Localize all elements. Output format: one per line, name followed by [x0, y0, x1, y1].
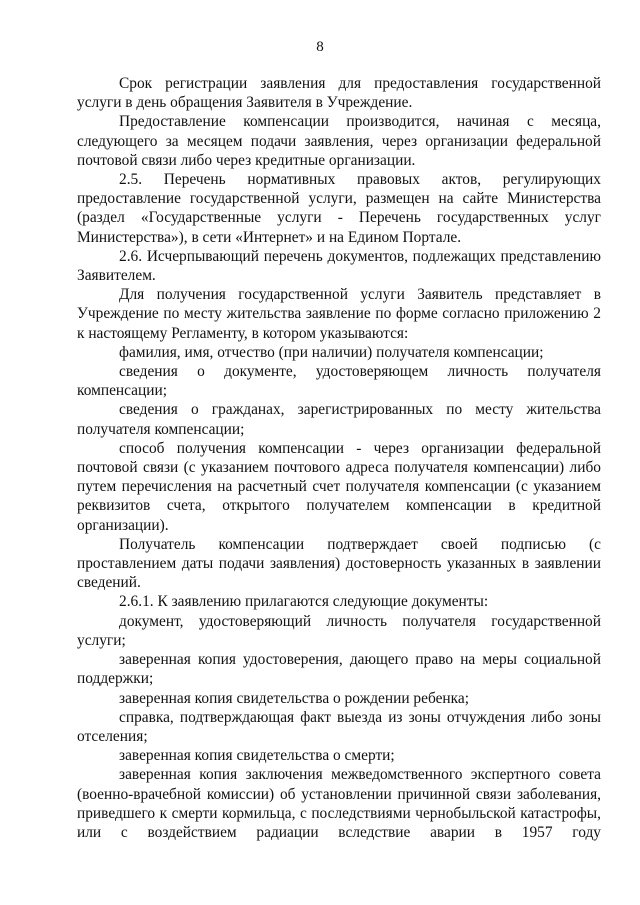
paragraph-application-submission: Для получения государственной услуги Заявитель представляет в Учреждение по месту жительства заявление по форме согласно приложению 2 к настоящему Регламенту, в котором указываются:	[77, 286, 601, 342]
page-number: 8	[316, 39, 324, 55]
list-item-birth-certificate: заверенная копия свидетельства о рождении ребенка;	[119, 689, 469, 707]
list-item-registered-citizens: сведения о гражданах, зарегистрированных по месту жительства получателя компенсации;	[77, 401, 601, 438]
list-item-identity-document: сведения о документе, удостоверяющем личность получателя компенсации;	[77, 363, 601, 400]
list-item-departure-certificate: справка, подтверждающая факт выезда из зоны отчуждения либо зоны отселения;	[77, 708, 601, 745]
paragraph-2-6-documents-list: 2.6. Исчерпывающий перечень документов, подлежащих представлению Заявителем.	[77, 247, 601, 285]
list-item-payment-method: способ получения компенсации - через организации федеральной почтовой связи (с указанием почтового адреса получателя компенсации) либо путем перечисления на расчетный счет получателя компенсации (с указанием реквизитов счета, открытого получателем компенсации в кредитной организации).	[77, 439, 601, 534]
list-item-full-name: фамилия, имя, отчество (при наличии) получателя компенсации;	[119, 343, 544, 361]
document-body	[77, 74, 601, 842]
paragraph-2-6-1-attached-documents: 2.6.1. К заявлению прилагаются следующие документы:	[119, 593, 489, 611]
list-item-identity-doc: документ, удостоверяющий личность получателя государственной услуги;	[77, 612, 601, 649]
paragraph-signature-confirmation: Получатель компенсации подтверждает своей подписью (с проставлением даты подачи заявления) достоверность указанных в заявлении сведений.	[77, 535, 601, 592]
paragraph-2-5-legal-acts: 2.5. Перечень нормативных правовых актов, регулирующих предоставление государственной услуги, размещен на сайте Министерства (раздел «Государственные услуги - Перечень государственных услуг Министерства»), в сети «Интернет» и на Едином Портале.	[77, 171, 601, 246]
list-item-certificate-copy: заверенная копия удостоверения, дающего право на меры социальной поддержки;	[77, 651, 601, 688]
list-item-death-certificate: заверенная копия свидетельства о смерти;	[119, 747, 395, 765]
list-item-expert-conclusion: заверенная копия заключения межведомственного экспертного совета (военно-врачебной комиссии) об установлении причинной связи заболевания, приведшего к смерти кормильца, с последствиями чернобыльской катастрофы, или с воздействием радиации вследствие аварии в 1957 году	[77, 766, 601, 841]
paragraph-registration-term: Срок регистрации заявления для предоставления государственной услуги в день обращения Заявителя в Учреждение.	[77, 75, 601, 112]
paragraph-compensation-payment: Предоставление компенсации производится, начиная с месяца, следующего за месяцем подачи заявления, через организации федеральной почтовой связи либо через кредитные организации.	[77, 113, 601, 169]
